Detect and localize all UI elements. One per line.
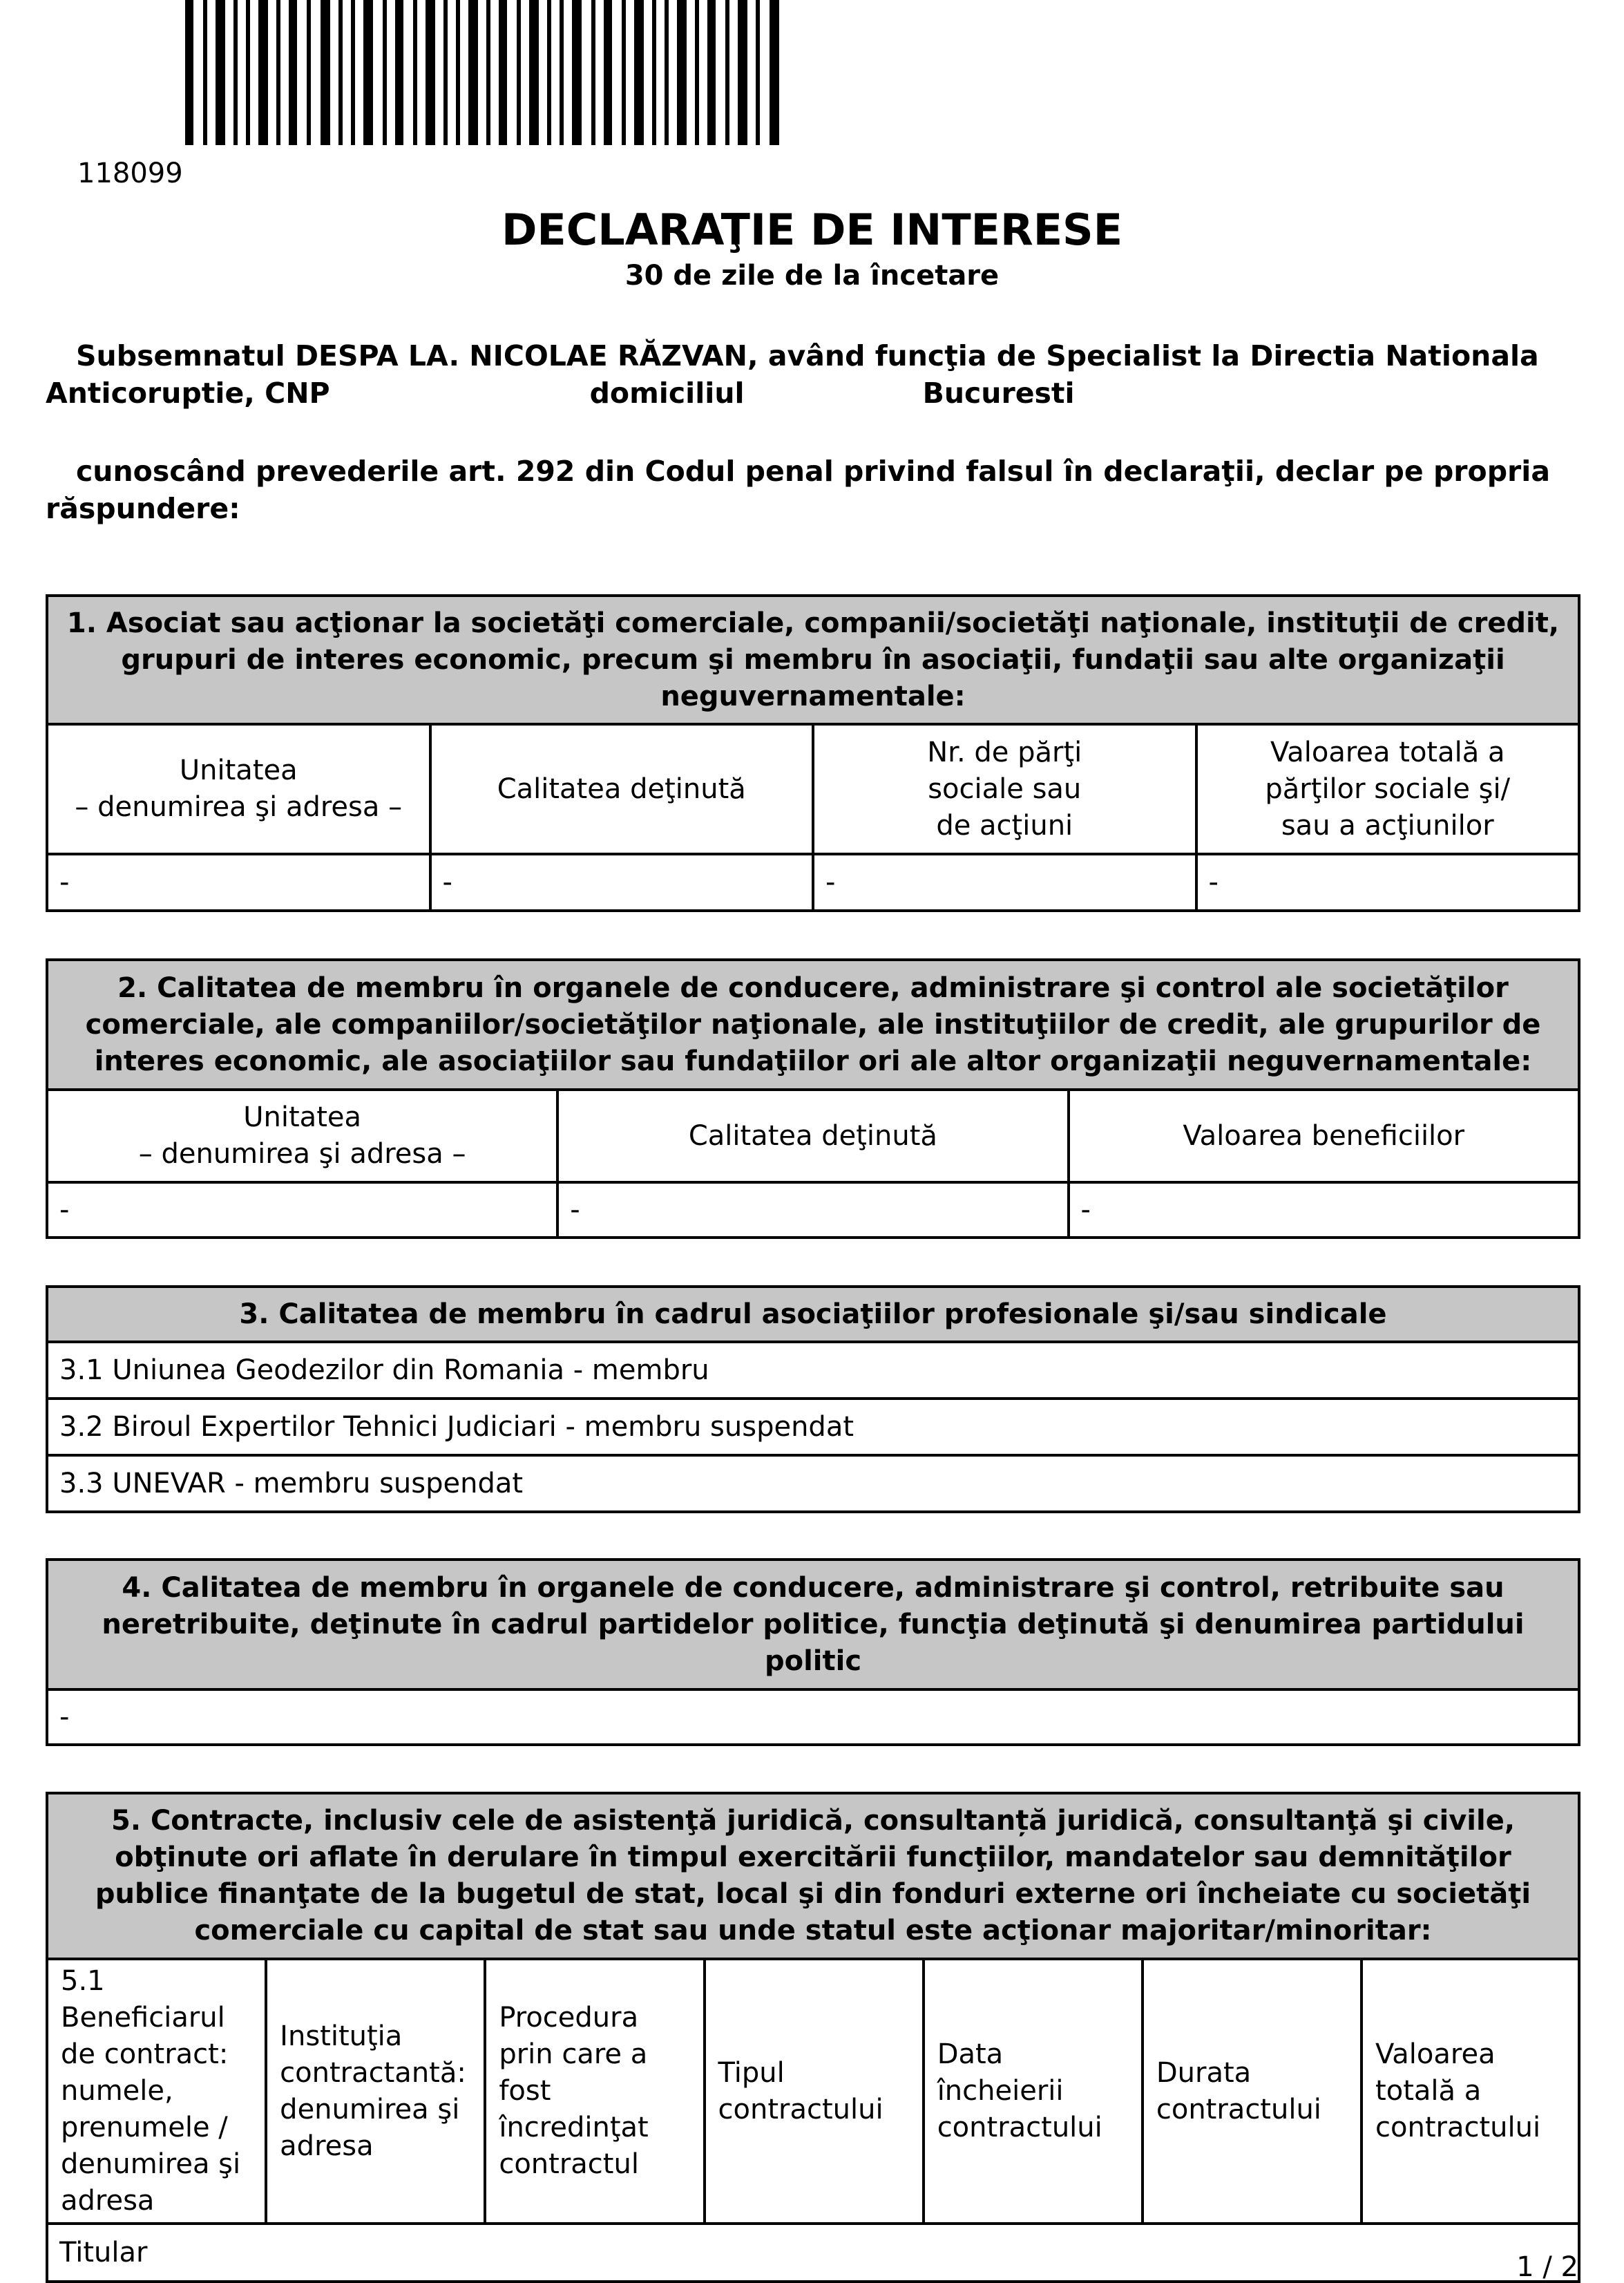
section-5-row-label: Titular <box>47 2224 1579 2282</box>
statement-text: cunoscând prevederile art. 292 din Codul penal privind falsul în declaraţii, declar pe propria răspundere: <box>46 455 1550 525</box>
section-5-col-duration: Durata contractului <box>1143 1959 1362 2224</box>
section-1-col-unit: Unitatea – denumirea şi adresa – <box>47 724 430 854</box>
declarant-domicile-label: domiciliul <box>589 377 745 410</box>
section-5-col-value: Valoarea totală a contractului <box>1362 1959 1579 2224</box>
section-2-col-benefits: Valoarea beneficiilor <box>1069 1090 1580 1182</box>
section-5-col-date: Data încheierii contractului <box>924 1959 1143 2224</box>
section-5-table <box>46 1792 1580 2283</box>
section-1-cell: - <box>430 854 814 911</box>
section-4-value: - <box>47 1689 1579 1745</box>
section-5-title: 5. Contracte, inclusiv cele de asistenţă juridică, consultanță juridică, consultanţă şi civile, obţinute ori aflate în derulare în timpul exercitării funcţiilor, mandatelor sau demnităţilor publice finanţate de la bugetul de stat, local şi din fonduri externe ori încheiate cu societăţi comerciale cu capital de stat sau unde statul este acţionar majoritar/minoritar: <box>47 1793 1579 1959</box>
section-5-col-procedure: Procedura prin care a fost încredinţat contractul <box>485 1959 704 2224</box>
section-2-cell: - <box>47 1182 557 1238</box>
section-3-item: 3.2 Biroul Expertilor Tehnici Judiciari - membru suspendat <box>47 1399 1579 1455</box>
section-4-title: 4. Calitatea de membru în organele de conducere, administrare şi control, retribuite sau neretribuite, deţinute în cadrul partidelor politice, funcţia deţinută şi denumirea partidului politic <box>47 1560 1579 1689</box>
barcode-image <box>185 0 786 145</box>
declarant-line1: Subsemnatul DESPA LA. NICOLAE RĂZVAN, având funcţia de Specialist la Directia Nationala <box>76 339 1539 372</box>
section-5-col-beneficiary: 5.1 Beneficiarul de contract: numele, prenumele / denumirea şi adresa <box>47 1959 266 2224</box>
section-3-item: 3.1 Uniunea Geodezilor din Romania - membru <box>47 1342 1579 1399</box>
section-3-table <box>46 1285 1580 1513</box>
section-5-col-institution: Instituţia contractantă: denumirea şi adresa <box>266 1959 485 2224</box>
section-1-col-shares: Nr. de părţi sociale sau de acţiuni <box>813 724 1196 854</box>
section-3-item: 3.3 UNEVAR - membru suspendat <box>47 1455 1579 1512</box>
document-code: 118099 <box>77 158 183 189</box>
page-number: 1 / 2 <box>1516 2251 1578 2283</box>
section-2-col-unit: Unitatea – denumirea şi adresa – <box>47 1090 557 1182</box>
section-2-title: 2. Calitatea de membru în organele de conducere, administrare şi control ale societăţilor comerciale, ale companiilor/societăţilor naţionale, ale instituţiilor de credit, ale grupurilor de interes economic, ale asociaţiilor sau fundaţiilor ori ale altor organizaţii neguvernamentale: <box>47 960 1579 1090</box>
section-1-title: 1. Asociat sau acţionar la societăţi comerciale, companii/societăţi naţionale, instituţii de credit, grupuri de interes economic, precum şi membru în asociaţii, fundaţii sau alte organizaţii neguvernamentale: <box>47 596 1579 724</box>
section-1-cell: - <box>1196 854 1580 911</box>
section-1-cell: - <box>47 854 430 911</box>
statement-paragraph <box>46 453 1579 527</box>
section-1-table <box>46 594 1580 912</box>
section-2-table <box>46 958 1580 1239</box>
section-5-col-type: Tipul contractului <box>705 1959 924 2224</box>
section-3-title: 3. Calitatea de membru în cadrul asociaţiilor profesionale şi/sau sindicale <box>47 1287 1579 1342</box>
section-2-cell: - <box>557 1182 1068 1238</box>
section-1-col-value: Valoarea totală a părţilor sociale şi/ sau a acţiunilor <box>1196 724 1580 854</box>
declarant-cnp-label: Anticoruptie, CNP <box>46 377 330 410</box>
section-4-table <box>46 1558 1580 1746</box>
page-subtitle: 30 de zile de la încetare <box>624 260 1000 292</box>
section-1-cell: - <box>813 854 1196 911</box>
section-1-col-quality: Calitatea deţinută <box>430 724 814 854</box>
page-title: DECLARAŢIE DE INTERESE <box>501 205 1123 255</box>
section-2-col-quality: Calitatea deţinută <box>557 1090 1068 1182</box>
section-2-cell: - <box>1069 1182 1580 1238</box>
declarant-city: Bucuresti <box>922 377 1075 410</box>
declarant-paragraph <box>46 337 1579 412</box>
